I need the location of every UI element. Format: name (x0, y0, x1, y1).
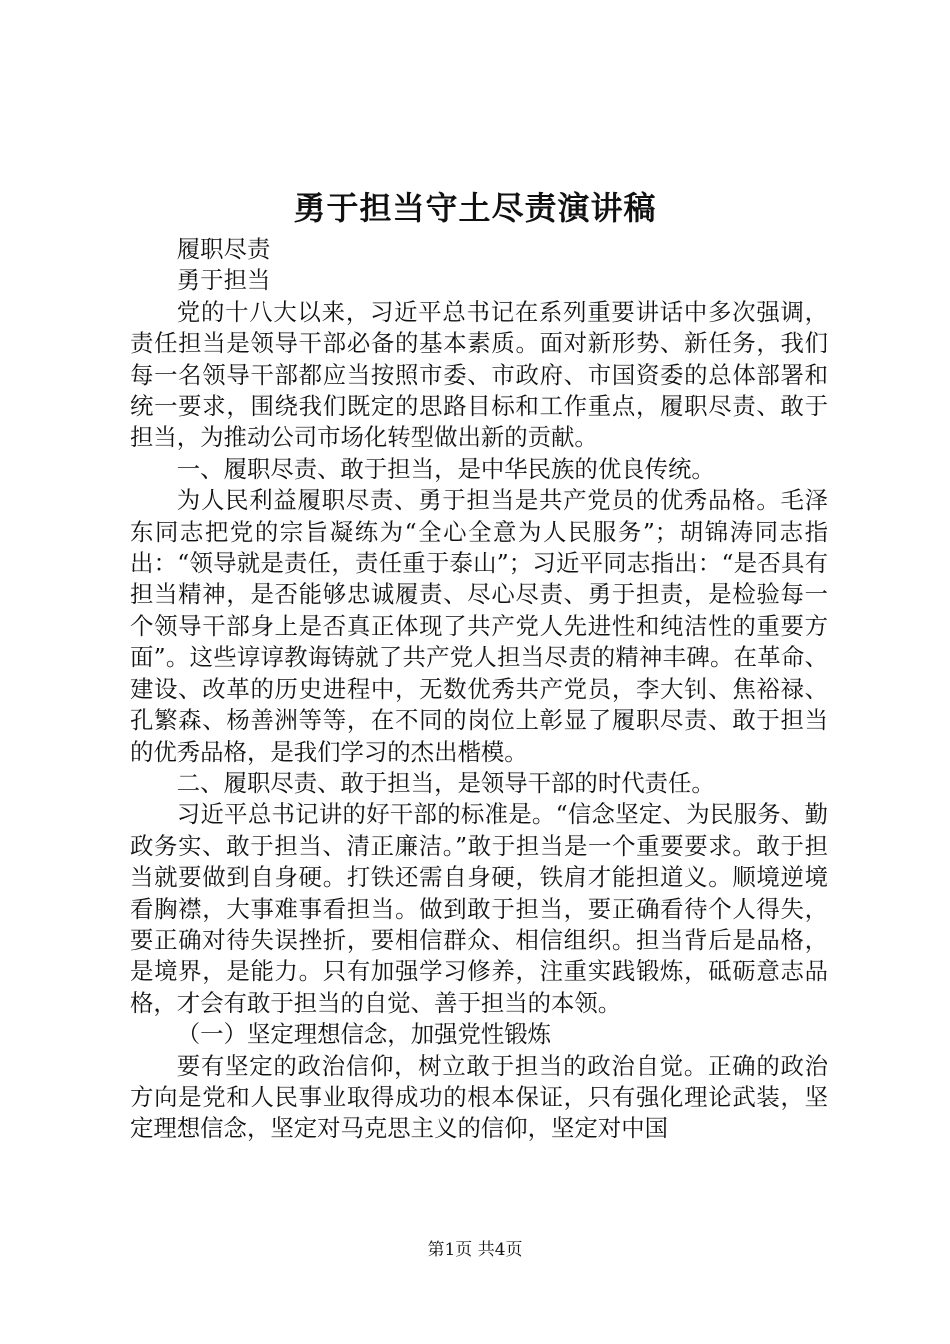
section-heading: 一、履职尽责、敢于担当，是中华民族的优良传统。 (176, 454, 715, 483)
paragraph: 勇于担当 (176, 266, 271, 295)
paragraph: 为人民利益履职尽责、勇于担当是共产党员的优秀品格。毛泽东同志把党的宗旨凝练为“全心全意为人民服务”；胡锦涛同志指出：“领导就是责任，责任重于泰山”；习近平同志指出：“是否具有担当精神，是否能够忠诚履责、尽心尽责、勇于担责，是检验每一个领导干部身上是否真正体现了共产党人先进性和纯洁性的重要方面”。这些谆谆教诲铸就了共产党人担当尽责的精神丰碑。在革命、建设、改革的历史进程中，无数优秀共产党员，李大钊、焦裕禄、孔繁森、杨善洲等等，在不同的岗位上彰显了履职尽责、敢于担当的优秀品格，是我们学习的杰出楷模。 (130, 486, 828, 766)
document-title: 勇于担当守土尽责演讲稿 (293, 189, 657, 227)
page-footer: 第1页 共4页 (427, 1240, 523, 1260)
section-heading: 二、履职尽责、敢于担当，是领导干部的时代责任。 (176, 768, 715, 797)
paragraph: 党的十八大以来，习近平总书记在系列重要讲话中多次强调，责任担当是领导干部必备的基本素质。面对新形势、新任务，我们每一名领导干部都应当按照市委、市政府、市国资委的总体部署和统一要求，围绕我们既定的思路目标和工作重点，履职尽责、敢于担当，为推动公司市场化转型做出新的贡献。 (130, 297, 828, 452)
subsection-heading: （一）坚定理想信念，加强党性锻炼 (176, 1020, 552, 1049)
paragraph: 履职尽责 (176, 235, 271, 263)
paragraph: 习近平总书记讲的好干部的标准是。“信念坚定、为民服务、勤政务实、敢于担当、清正廉洁。”敢于担当是一个重要要求。敢于担当就要做到自身硬。打铁还需自身硬，铁肩才能担道义。顺境逆境看胸襟，大事难事看担当。做到敢于担当，要正确看待个人得失，要正确对待失误挫折，要相信群众、相信组织。担当背后是品格，是境界，是能力。只有加强学习修养，注重实践锻炼，砥砺意志品格，才会有敢于担当的自觉、善于担当的本领。 (130, 800, 828, 1017)
paragraph: 要有坚定的政治信仰，树立敢于担当的政治自觉。正确的政治方向是党和人民事业取得成功的根本保证，只有强化理论武装，坚定理想信念，坚定对马克思主义的信仰，坚定对中国 (130, 1051, 828, 1143)
document-body (130, 234, 828, 1145)
